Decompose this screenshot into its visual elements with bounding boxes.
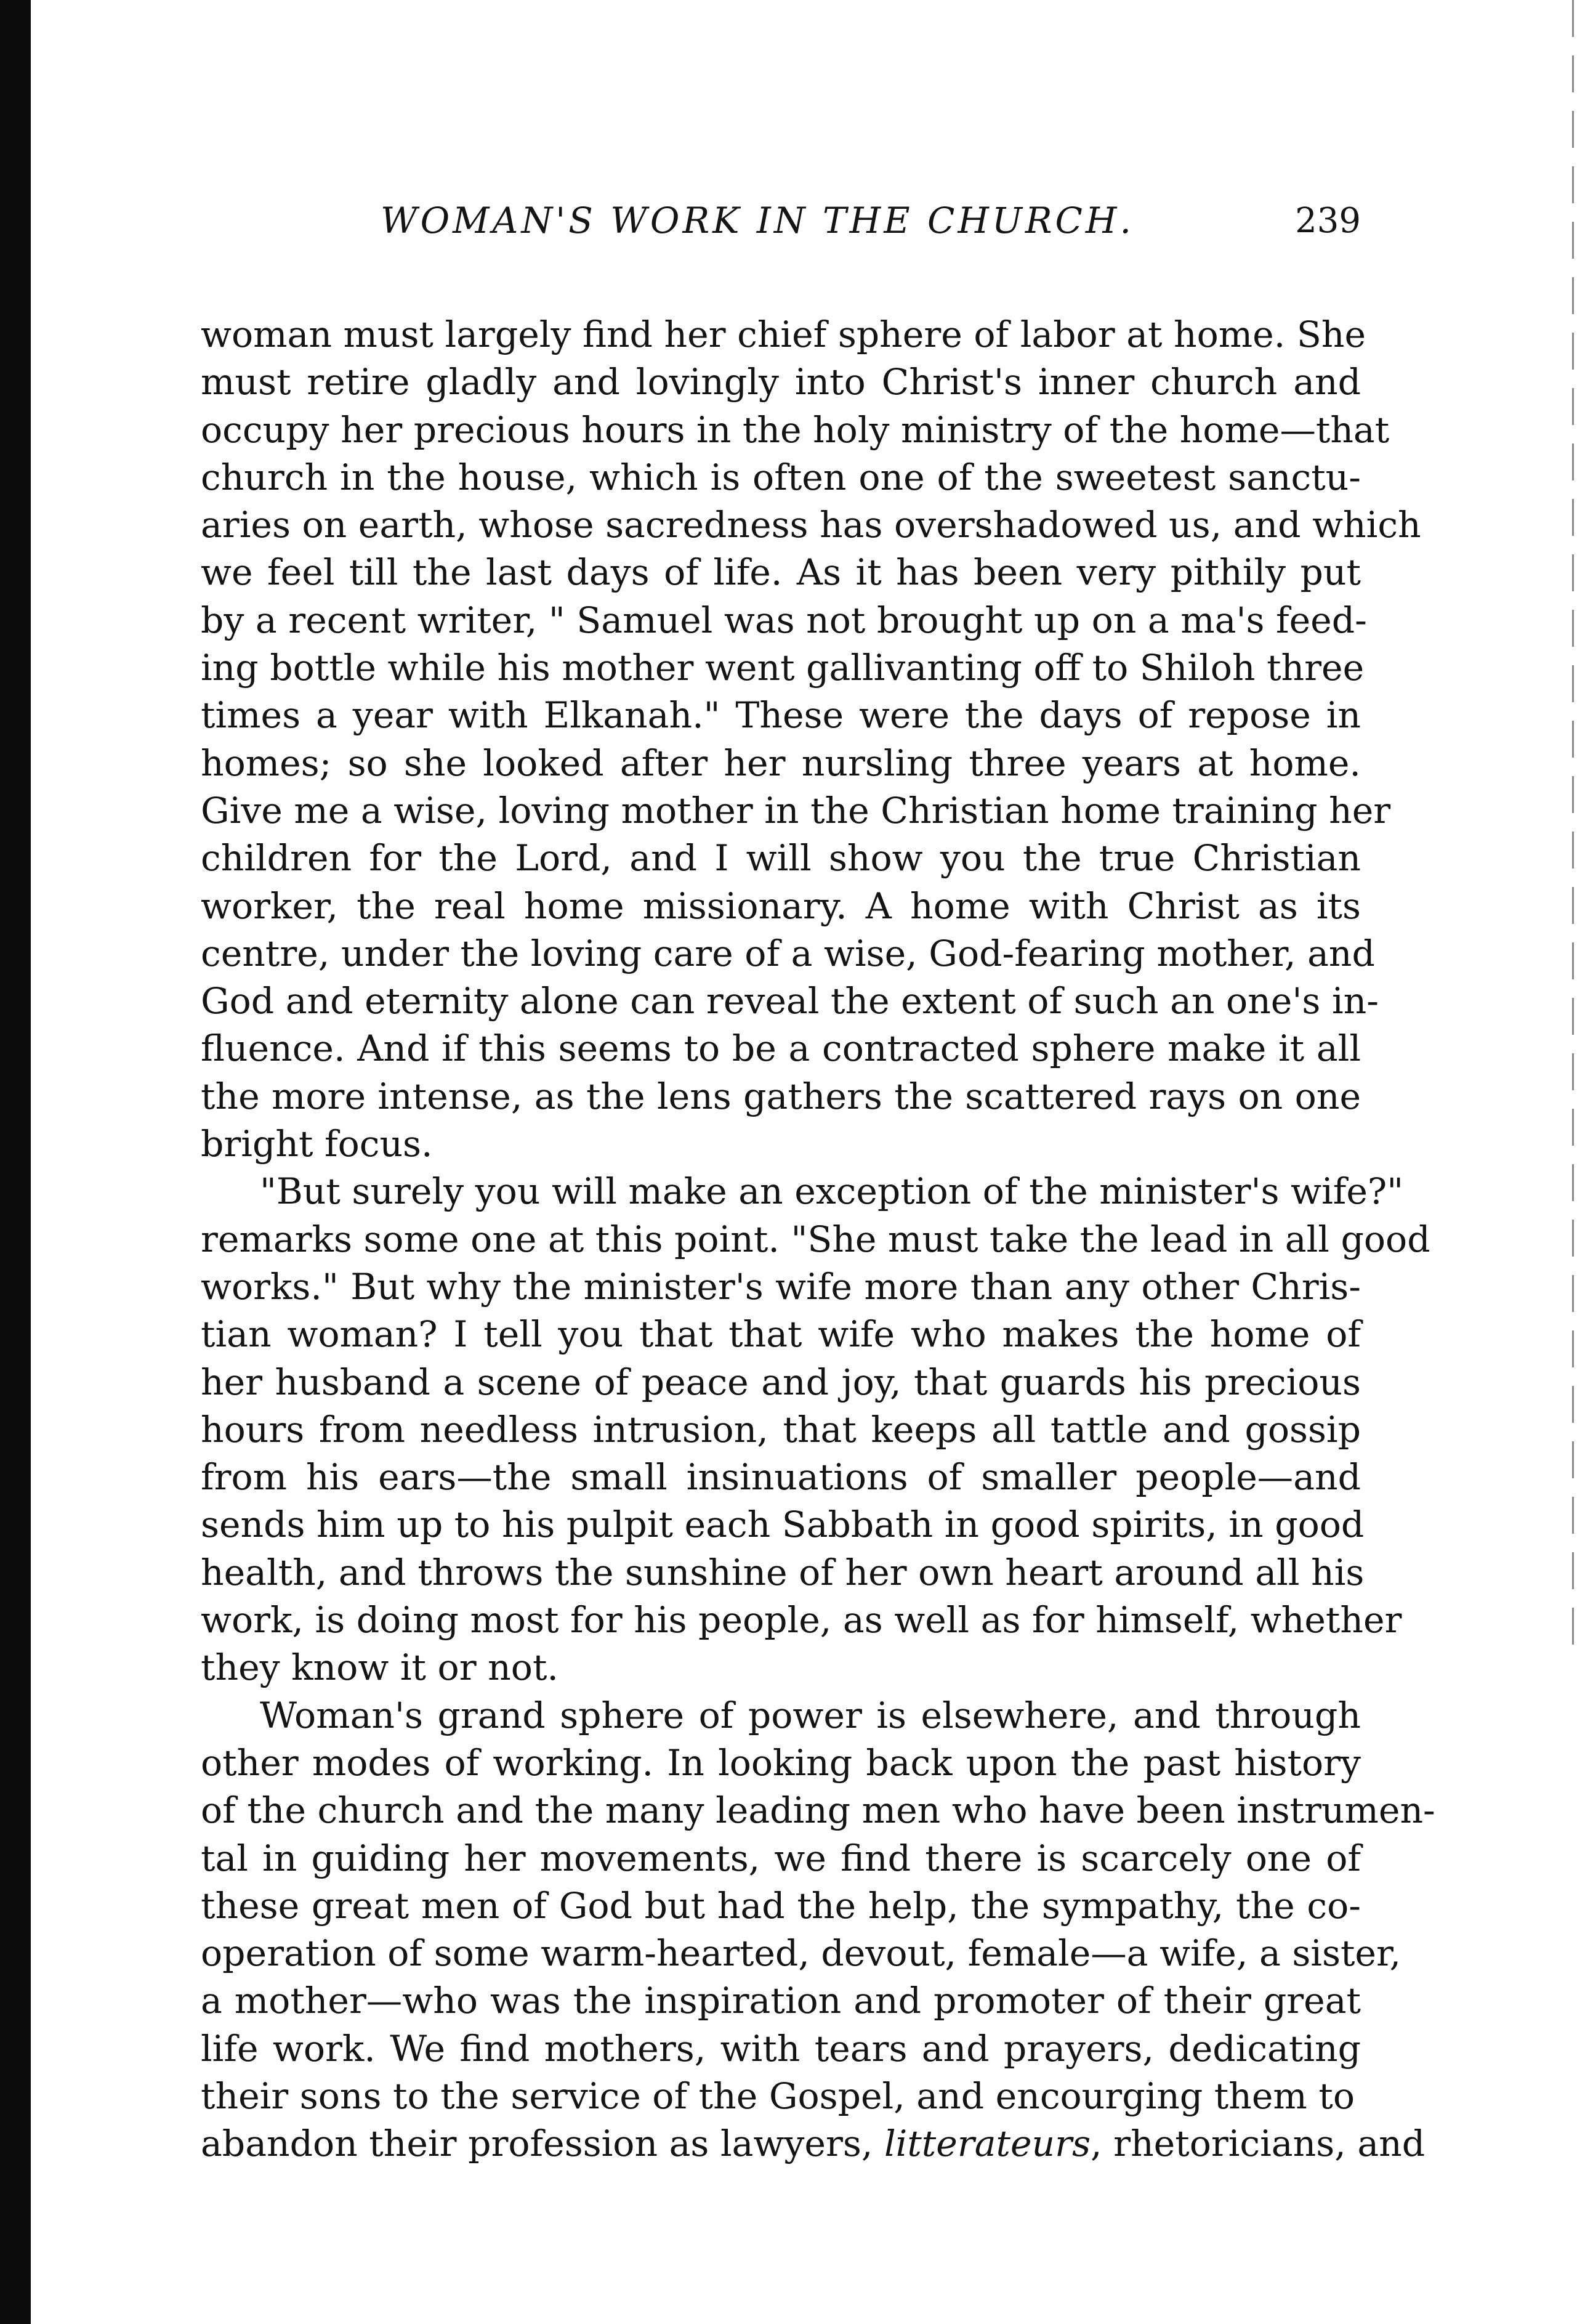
- text-line: must retire gladly and lovingly into Christ's inner church and: [201, 361, 1361, 403]
- text-line: from his ears—the small insinuations of smaller people—and: [201, 1456, 1361, 1499]
- text-line: tal in guiding her movements, we find there is scarcely one of: [201, 1837, 1361, 1879]
- text-line: homes; so she looked after her nursling three years at home.: [201, 742, 1361, 784]
- text-line: remarks some one at this point. "She must take the lead in all good: [201, 1218, 1430, 1260]
- page-edge-line: [1572, 0, 1574, 1663]
- final-line-start: abandon their profession as lawyers,: [201, 2123, 884, 2165]
- text-line: health, and throws the sunshine of her own heart around all his: [201, 1551, 1365, 1593]
- text-line: tian woman? I tell you that that wife who makes the home of: [201, 1313, 1361, 1356]
- text-line: God and eternity alone can reveal the extent of such an one's in-: [201, 980, 1379, 1022]
- running-head: WOMAN'S WORK IN THE CHURCH.: [381, 200, 1134, 241]
- book-spine-shadow: [0, 0, 31, 2324]
- text-line: bright focus.: [201, 1123, 433, 1165]
- text-line: church in the house, which is often one of the sweetest sanctu-: [201, 456, 1361, 498]
- page-header: [201, 196, 1361, 245]
- text-line: hours from needless intrusion, that keeps all tattle and gossip: [201, 1408, 1361, 1451]
- text-line: life work. We find mothers, with tears and prayers, dedicating: [201, 2027, 1361, 2070]
- text-line: centre, under the loving care of a wise, God-fearing mother, and: [201, 932, 1375, 974]
- text-line: the more intense, as the lens gathers the scattered rays on one: [201, 1075, 1361, 1117]
- text-line: woman must largely find her chief sphere of labor at home. She: [201, 314, 1366, 355]
- text-line: operation of some warm-hearted, devout, female—a wife, a sister,: [201, 1932, 1401, 1975]
- text-line: they know it or not.: [201, 1646, 559, 1689]
- body-text: [201, 311, 1435, 2168]
- final-line-end: , rhetoricians, and: [1091, 2123, 1426, 2165]
- text-line: fluence. And if this seems to be a contracted sphere make it all: [201, 1027, 1361, 1070]
- text-line: "But surely you will make an exception of the minister's wife?": [260, 1170, 1404, 1213]
- text-line: other modes of working. In looking back upon the past history: [201, 1741, 1361, 1784]
- text-line: works." But why the minister's wife more than any other Chris-: [201, 1265, 1361, 1308]
- text-line: sends him up to his pulpit each Sabbath in good spirits, in good: [201, 1504, 1365, 1546]
- text-line: Woman's grand sphere of power is elsewhere, and through: [260, 1694, 1361, 1736]
- text-line: worker, the real home missionary. A home with Christ as its: [201, 885, 1361, 927]
- text-line: times a year with Elkanah." These were the days of repose in: [201, 694, 1361, 737]
- text-line: children for the Lord, and I will show you the true Christian: [201, 837, 1361, 880]
- text-line: occupy her precious hours in the holy ministry of the home—that: [201, 408, 1390, 451]
- text-line: we feel till the last days of life. As it has been very pithily put: [201, 551, 1361, 594]
- page-number: 239: [1295, 201, 1361, 241]
- text-line: these great men of God but had the help, the sympathy, the co-: [201, 1884, 1361, 1927]
- text-line: of the church and the many leading men who have been instrumen-: [201, 1789, 1435, 1832]
- text-line: aries on earth, whose sacredness has overshadowed us, and which: [201, 504, 1421, 546]
- text-line: work, is doing most for his people, as well as for himself, whether: [201, 1599, 1402, 1642]
- text-line: their sons to the service of the Gospel, and encourging them to: [201, 2075, 1355, 2117]
- text-line: ing bottle while his mother went gallivanting off to Shiloh three: [201, 647, 1365, 689]
- italic-word: litterateurs: [884, 2123, 1091, 2165]
- text-line: Give me a wise, loving mother in the Christian home training her: [201, 789, 1391, 832]
- text-line-final: [201, 2120, 1426, 2168]
- text-line: a mother—who was the inspiration and promoter of their great: [201, 1980, 1361, 2022]
- text-line: by a recent writer, " Samuel was not brought up on a ma's feed-: [201, 599, 1367, 641]
- text-line: her husband a scene of peace and joy, that guards his precious: [201, 1361, 1361, 1403]
